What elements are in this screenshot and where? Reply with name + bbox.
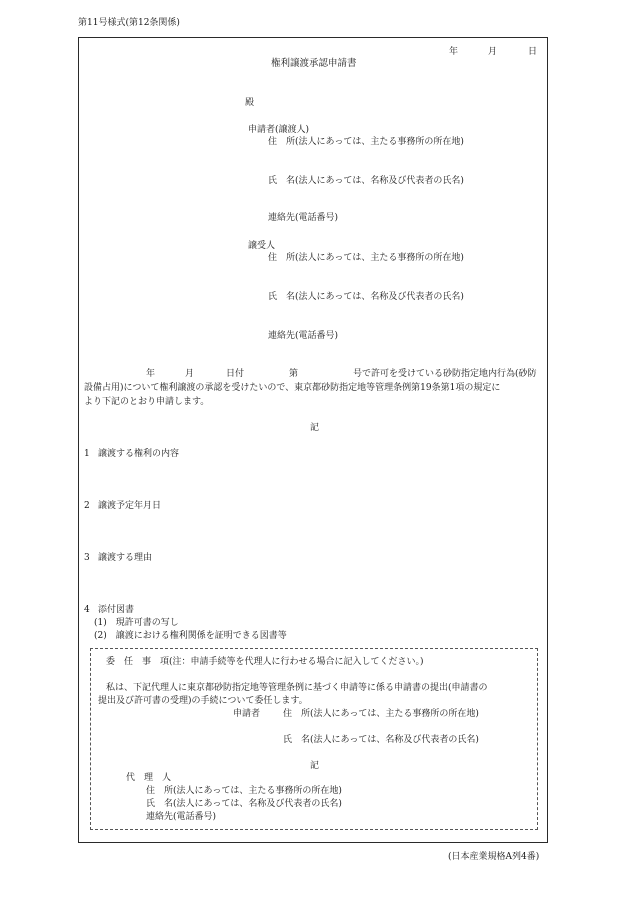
body-line2: 設備占用)について権利譲渡の承認を受けたいので、東京都砂防指定地等管理条例第19条第1項の規定に: [84, 383, 501, 393]
agent-label: 代 理 人: [126, 773, 172, 783]
applicant-address: 住 所(法人にあっては、主たる事務所の所在地): [268, 137, 464, 147]
item-4-label: 添付図書: [98, 605, 135, 615]
item-2-number: 2: [84, 501, 90, 511]
delegation-text-line1: 私は、下記代理人に東京都砂防指定地等管理条例に基づく申請等に係る申請書の提出(申請書の: [106, 683, 488, 693]
transferee-label: 譲受人: [248, 241, 276, 251]
date-year: 年: [449, 47, 459, 57]
delegation-text-line2: 提出及び許可書の受理)の手続について委任します。: [98, 696, 308, 706]
body-year: 年: [146, 369, 156, 379]
body-line1-rest: 号で許可を受けている砂防指定地内行為(砂防: [353, 369, 537, 379]
item-2-label: 譲渡予定年月日: [98, 501, 162, 511]
page-title: 権利譲渡承認申請書: [271, 58, 357, 69]
attachment-2: (2) 譲渡における権利関係を証明できる図書等: [94, 631, 287, 641]
paper-size-note: (日本産業規格A列4番): [448, 852, 540, 862]
item-1-label: 譲渡する権利の内容: [98, 449, 180, 459]
delegation-heading: 委 任 事 項(注：申請手続等を代理人に行わせる場合に記入してください。): [106, 657, 424, 667]
transferee-address: 住 所(法人にあっては、主たる事務所の所在地): [268, 253, 464, 263]
item-3-number: 3: [84, 553, 90, 563]
transferee-contact: 連絡先(電話番号): [268, 331, 339, 341]
form-number: 第11号様式(第12条関係): [78, 18, 180, 28]
body-number-prefix: 第: [289, 369, 299, 379]
body-line3: より下記のとおり申請します。: [84, 397, 210, 407]
date-day: 日: [528, 47, 538, 57]
body-dated: 日付: [226, 369, 245, 379]
agent-contact: 連絡先(電話番号): [146, 812, 217, 822]
delegation-applicant-label: 申請者: [233, 709, 261, 719]
applicant-contact: 連絡先(電話番号): [268, 213, 339, 223]
delegation-record-heading: 記: [310, 761, 320, 771]
transferee-name: 氏 名(法人にあっては、名称及び代表者の氏名): [268, 292, 464, 302]
item-3-label: 譲渡する理由: [98, 553, 153, 563]
attachment-1: (1) 現許可書の写し: [94, 618, 179, 628]
item-4-number: 4: [84, 605, 90, 615]
agent-name: 氏 名(法人にあっては、名称及び代表者の氏名): [146, 799, 342, 809]
addressee-suffix: 殿: [245, 98, 255, 108]
applicant-name: 氏 名(法人にあっては、名称及び代表者の氏名): [268, 176, 464, 186]
delegation-applicant-address: 住 所(法人にあっては、主たる事務所の所在地): [283, 709, 479, 719]
item-1-number: 1: [84, 449, 90, 459]
record-heading: 記: [310, 423, 320, 433]
body-month: 月: [185, 369, 195, 379]
date-month: 月: [488, 47, 498, 57]
delegation-applicant-name: 氏 名(法人にあっては、名称及び代表者の氏名): [283, 735, 479, 745]
applicant-label: 申請者(譲渡人): [248, 125, 310, 135]
agent-address: 住 所(法人にあっては、主たる事務所の所在地): [146, 786, 342, 796]
